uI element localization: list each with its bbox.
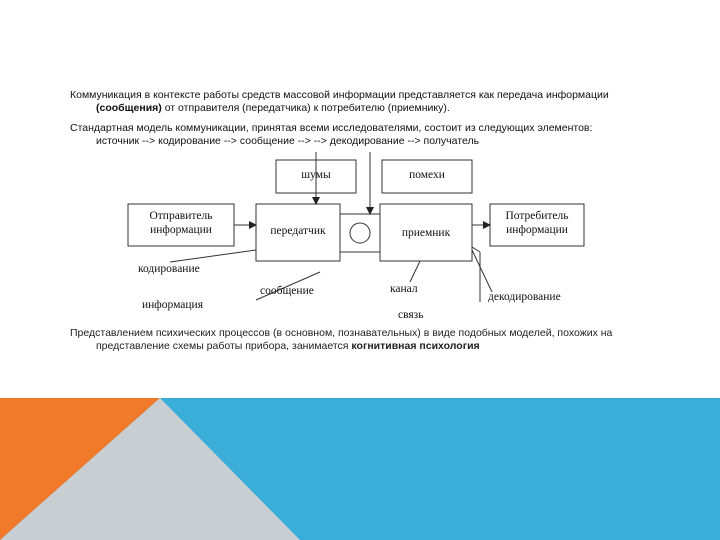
model-line-2: источник --> кодирование --> сообщение --> --> декодирование --> получатель [96, 135, 480, 147]
bottom-band-shapes [0, 398, 720, 540]
noise-label: шумы [301, 169, 331, 181]
decoding-label: декодирование [488, 291, 561, 303]
link-label: связь [398, 309, 424, 321]
channel-label: канал [390, 283, 418, 295]
cognitive-paragraph [70, 327, 660, 353]
sender-label [128, 209, 234, 237]
sender-label-1: Отправитель [149, 210, 213, 222]
message-label: сообщение [260, 285, 314, 297]
consumer-label-2: информации [506, 224, 568, 236]
channel-circle [350, 223, 370, 243]
consumer-label [490, 209, 584, 237]
encoding-label: кодирование [138, 263, 200, 275]
information-label: информация [142, 299, 203, 311]
message-term: (сообщения) [96, 102, 162, 114]
cognitive-line-1: Представлением психических процессов (в основном, познавательных) в виде подобных моделей, похожих на [70, 327, 613, 339]
intro-line-2-rest: от отправителя (передатчика) к потребителю (приемнику). [161, 102, 450, 114]
intro-line-2 [70, 102, 660, 115]
transmitter-label: передатчик [270, 225, 326, 237]
consumer-label-1: Потребитель [505, 210, 569, 222]
intro-paragraph [70, 89, 660, 115]
cognitive-line-2-text: представление схемы работы прибора, занимается [96, 340, 352, 352]
communication-diagram [120, 152, 590, 327]
intro-line-1: Коммуникация в контексте работы средств массовой информации представляется как передача информации [70, 89, 609, 101]
model-paragraph [70, 122, 660, 148]
cognitive-line-2 [70, 340, 660, 353]
model-line-1: Стандартная модель коммуникации, принятая всеми исследователями, состоит из следующих элементов: [70, 122, 593, 134]
sender-label-2: информации [150, 224, 212, 236]
interference-label: помехи [409, 169, 445, 181]
cognitive-psychology-term: когнитивная психология [351, 340, 480, 352]
receiver-label: приемник [401, 227, 451, 239]
